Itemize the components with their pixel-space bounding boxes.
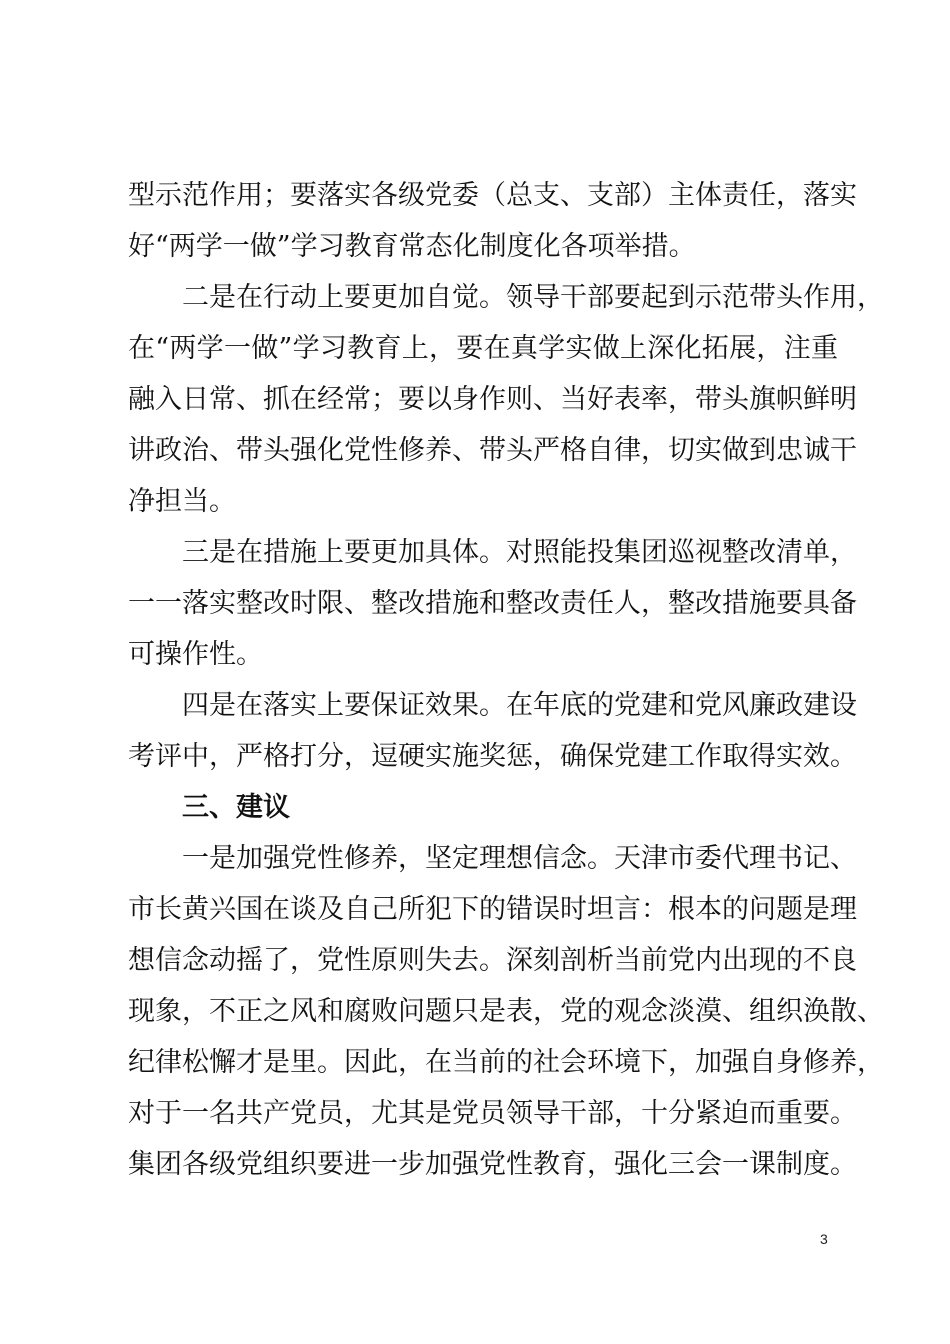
body-text-line: 净担当。 — [128, 486, 236, 517]
paragraph-first-line: 一是加强党性修养，坚定理想信念。天津市委代理书记、 — [182, 843, 857, 874]
page-number: 3 — [820, 1231, 828, 1247]
body-text-line: 一一落实整改时限、整改措施和整改责任人，整改措施要具备 — [128, 588, 857, 619]
body-text-line: 融入日常、抓在经常；要以身作则、当好表率，带头旗帜鲜明 — [128, 384, 857, 415]
body-text-line: 型示范作用；要落实各级党委（总支、支部）主体责任，落实 — [128, 180, 857, 211]
body-text-line: 对于一名共产党员，尤其是党员领导干部，十分紧迫而重要。 — [128, 1098, 857, 1129]
body-text-line: 考评中，严格打分，逗硬实施奖惩，确保党建工作取得实效。 — [128, 741, 857, 772]
body-text-line: 可操作性。 — [128, 639, 263, 670]
paragraph-first-line: 四是在落实上要保证效果。在年底的党建和党风廉政建设 — [182, 690, 857, 721]
body-text-line: 市长黄兴国在谈及自己所犯下的错误时坦言：根本的问题是理 — [128, 894, 857, 925]
body-text-line: 集团各级党组织要进一步加强党性教育，强化三会一课制度。 — [128, 1149, 857, 1180]
body-text-line: 现象，不正之风和腐败问题只是表，党的观念淡漠、组织涣散、 — [128, 996, 884, 1027]
body-text-line: 想信念动摇了，党性原则失去。深刻剖析当前党内出现的不良 — [128, 945, 857, 976]
paragraph-first-line: 二是在行动上要更加自觉。领导干部要起到示范带头作用， — [182, 282, 884, 313]
body-text-line: 好“两学一做”学习教育常态化制度化各项举措。 — [128, 231, 696, 262]
body-text-line: 在“两学一做”学习教育上，要在真学实做上深化拓展，注重 — [128, 333, 838, 364]
paragraph-first-line: 三是在措施上要更加具体。对照能投集团巡视整改清单， — [182, 537, 857, 568]
body-text-line: 讲政治、带头强化党性修养、带头严格自律，切实做到忠诚干 — [128, 435, 857, 466]
section-heading: 三、建议 — [182, 792, 290, 823]
body-text-line: 纪律松懈才是里。因此，在当前的社会环境下，加强自身修养， — [128, 1047, 884, 1078]
